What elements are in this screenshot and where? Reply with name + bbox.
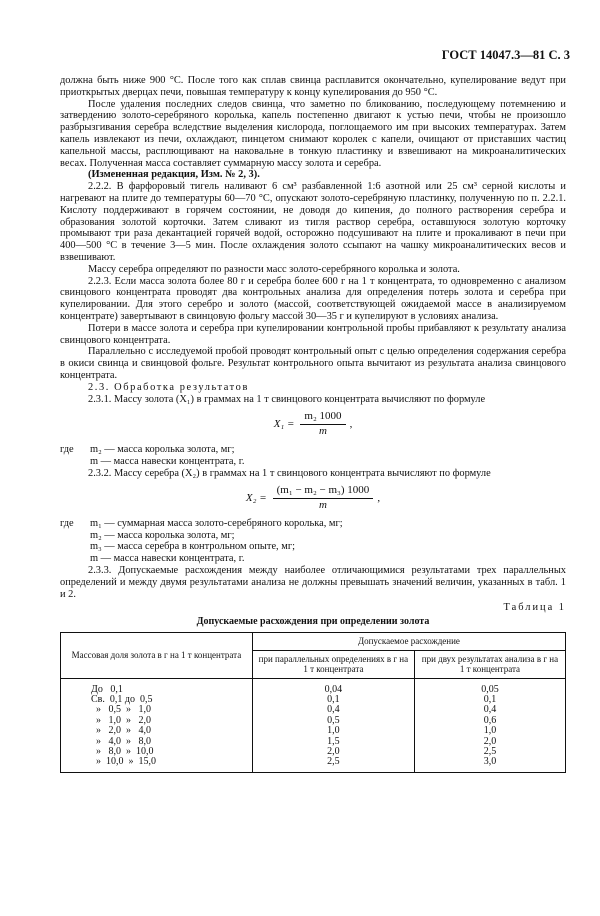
formula-numerator: m₂ 1000 bbox=[300, 411, 345, 425]
paragraph: Потери в массе золота и серебра при купелировании контрольной пробы прибавляют к результату анализа свинцового концентрата. bbox=[60, 322, 566, 346]
definition-row bbox=[60, 456, 566, 468]
formula-numerator: (m₁ − m₂ − m₃) 1000 bbox=[273, 485, 374, 499]
formula-tail: , bbox=[349, 417, 353, 430]
column-header-two-results: при двух результатах анализа в г на 1 т концентрата bbox=[414, 650, 565, 678]
definitions-gold bbox=[60, 444, 566, 468]
cell-two: 3,0 bbox=[414, 757, 565, 772]
formula-gold bbox=[60, 411, 566, 438]
cell-parallel: 0,5 bbox=[252, 716, 414, 726]
formula-denominator: m bbox=[319, 499, 327, 512]
cell-parallel: 0,1 bbox=[252, 695, 414, 705]
section-heading: 2.3. Обработка результатов bbox=[88, 381, 249, 393]
definition-text: m — масса навески концентрата, г. bbox=[90, 455, 245, 467]
column-group-header: Допускаемое расхождение bbox=[252, 633, 565, 651]
table-header-row bbox=[61, 633, 566, 651]
formula-fraction bbox=[273, 485, 374, 512]
definition-lead bbox=[60, 541, 90, 553]
paragraph: 2.3.2. Массу серебра (X₂) в граммах на 1 т свинцового концентрата вычисляют по формуле bbox=[88, 467, 491, 479]
page-header: ГОСТ 14047.3—81 С. 3 bbox=[441, 48, 570, 62]
document-body bbox=[60, 75, 566, 773]
definition-lead: где bbox=[60, 517, 74, 529]
column-header-parallel: при параллельных определениях в г на 1 т концентрата bbox=[252, 650, 414, 678]
definition-text: m₂ — масса королька золота, мг; bbox=[90, 529, 235, 541]
paragraph: Параллельно с исследуемой пробой проводят контрольный опыт с целью определения содержания серебра в окиси свинца и свинцовой фольге. Результат контрольного опыта вычитают из результата анализа свинцового концентрата. bbox=[60, 346, 566, 381]
cell-parallel: 2,5 bbox=[252, 757, 414, 772]
definition-row bbox=[60, 541, 566, 553]
definition-row bbox=[60, 518, 566, 530]
paragraph: 2.2.2. В фарфоровый тигель наливают 6 см³ разбавленной 1:6 азотной или 25 см³ серной кислоты и нагревают на плите до температуры 60—70 °С, опускают золото-серебряную пластинку, полученную по п. 2.2.1. Кислоту поддерживают в горячем состоянии, не доводя до кипения, до полного растворения серебра и образования золотой корточки. Затем сливают из тигля раствор серебра, оставшуюся золотую корточку промывают три раза декантацией горячей водой, осторожно подсушивают на плите и прокаливают в печи при 400—500 °С в течение 3—5 мин. После охлаждения золото ссыпают на чашку микроаналитических весов и взвешивают. bbox=[60, 181, 566, 263]
gold-tolerance-table bbox=[60, 632, 566, 773]
cell-two: 1,0 bbox=[414, 726, 565, 736]
cell-range: » 8,0 » 10,0 bbox=[61, 747, 253, 757]
cell-parallel: 1,0 bbox=[252, 726, 414, 736]
cell-two: 0,4 bbox=[414, 705, 565, 715]
cell-range: » 4,0 » 8,0 bbox=[61, 737, 253, 747]
formula-denominator: m bbox=[319, 425, 327, 438]
cell-range: » 1,0 » 2,0 bbox=[61, 716, 253, 726]
definition-row bbox=[60, 553, 566, 565]
definition-text: m₁ — суммарная масса золото-серебряного королька, мг; bbox=[90, 517, 343, 529]
cell-parallel: 1,5 bbox=[252, 737, 414, 747]
cell-two: 0,05 bbox=[414, 678, 565, 695]
cell-range: » 0,5 » 1,0 bbox=[61, 705, 253, 715]
formula-lhs: X₂ = bbox=[245, 491, 267, 504]
definition-text: m₃ — масса серебра в контрольном опыте, мг; bbox=[90, 541, 295, 553]
cell-two: 0,1 bbox=[414, 695, 565, 705]
paragraph: После удаления последних следов свинца, что заметно по бликованию, последующему потемнению и затвердению золото-серебряного королька, капель постепенно двигают к устью печи, чтобы не произошло разбрызгивания серебра вследствие выделения кислорода, поглощаемого им при высоких температурах. Затем капель извлекают из печи, охлаждают, пинцетом снимают королек с капели, очищают от приставших частиц капельной массы, расплющивают на наковальне в тонкую пластинку и взвешивают на микроаналитических весах. Полученная масса составляет суммарную массу золота и серебра. bbox=[60, 98, 566, 169]
definitions-silver bbox=[60, 518, 566, 565]
definition-lead: где bbox=[60, 443, 74, 455]
paragraph: 2.2.3. Если масса золота более 80 г и серебра более 600 г на 1 т концентрата, то одновременно с анализом свинцового концентрата проводят два контрольных анализа для определения потерь золота и серебра при купелировании. Для этого серебро и золото (массой, соответствующей ожидаемой массе в анализируемом концентрате) завертывают в свинцовую фольгу массой 30—35 г и купелируют в условиях анализа. bbox=[60, 275, 566, 322]
definition-lead bbox=[60, 456, 90, 468]
cell-parallel: 0,04 bbox=[252, 678, 414, 695]
paragraph: 2.3.1. Массу золота (X₁) в граммах на 1 т свинцового концентрата вычисляют по формуле bbox=[88, 393, 486, 405]
cell-two: 2,0 bbox=[414, 737, 565, 747]
formula-tail: , bbox=[377, 491, 381, 504]
definition-row bbox=[60, 444, 566, 456]
cell-range: Св. 0,1 до 0,5 bbox=[61, 695, 253, 705]
table-row bbox=[61, 678, 566, 695]
formula-fraction bbox=[300, 411, 345, 438]
definition-text: m₂ — масса королька золота, мг; bbox=[90, 443, 235, 455]
formula-silver bbox=[60, 485, 566, 512]
cell-two: 0,6 bbox=[414, 716, 565, 726]
definition-lead bbox=[60, 553, 90, 565]
paragraph: Массу серебра определяют по разности масс золото-серебряного королька и золота. bbox=[88, 263, 460, 275]
formula-lhs: X₁ = bbox=[273, 417, 295, 430]
paragraph: должна быть ниже 900 °С. После того как сплав свинца расплавится окончательно, купелирование ведут при приоткрытых дверцах печи, повышая температуру к концу купелирования до 950 °С. bbox=[60, 75, 566, 98]
cell-parallel: 2,0 bbox=[252, 747, 414, 757]
cell-range: » 2,0 » 4,0 bbox=[61, 726, 253, 736]
cell-parallel: 0,4 bbox=[252, 705, 414, 715]
table-number: Таблица 1 bbox=[503, 602, 566, 614]
definition-lead bbox=[60, 530, 90, 542]
definition-row bbox=[60, 530, 566, 542]
table-title: Допускаемые расхождения при определении золота bbox=[196, 616, 430, 628]
definition-text: m — масса навески концентрата, г. bbox=[90, 553, 245, 565]
cell-two: 2,5 bbox=[414, 747, 565, 757]
column-header-mass-fraction: Массовая доля золота в г на 1 т концентрата bbox=[61, 633, 253, 679]
paragraph: 2.3.3. Допускаемые расхождения между наиболее отличающимися результатами трех параллельных определений и между двумя результатами анализа не должны превышать значений величин, указанных в табл. 1 и 2. bbox=[60, 565, 566, 600]
cell-range: » 10,0 » 15,0 bbox=[61, 757, 253, 772]
amendment-note: (Измененная редакция, Изм. № 2, 3). bbox=[88, 169, 260, 181]
table-row bbox=[61, 757, 566, 772]
cell-range: До 0,1 bbox=[61, 678, 253, 695]
